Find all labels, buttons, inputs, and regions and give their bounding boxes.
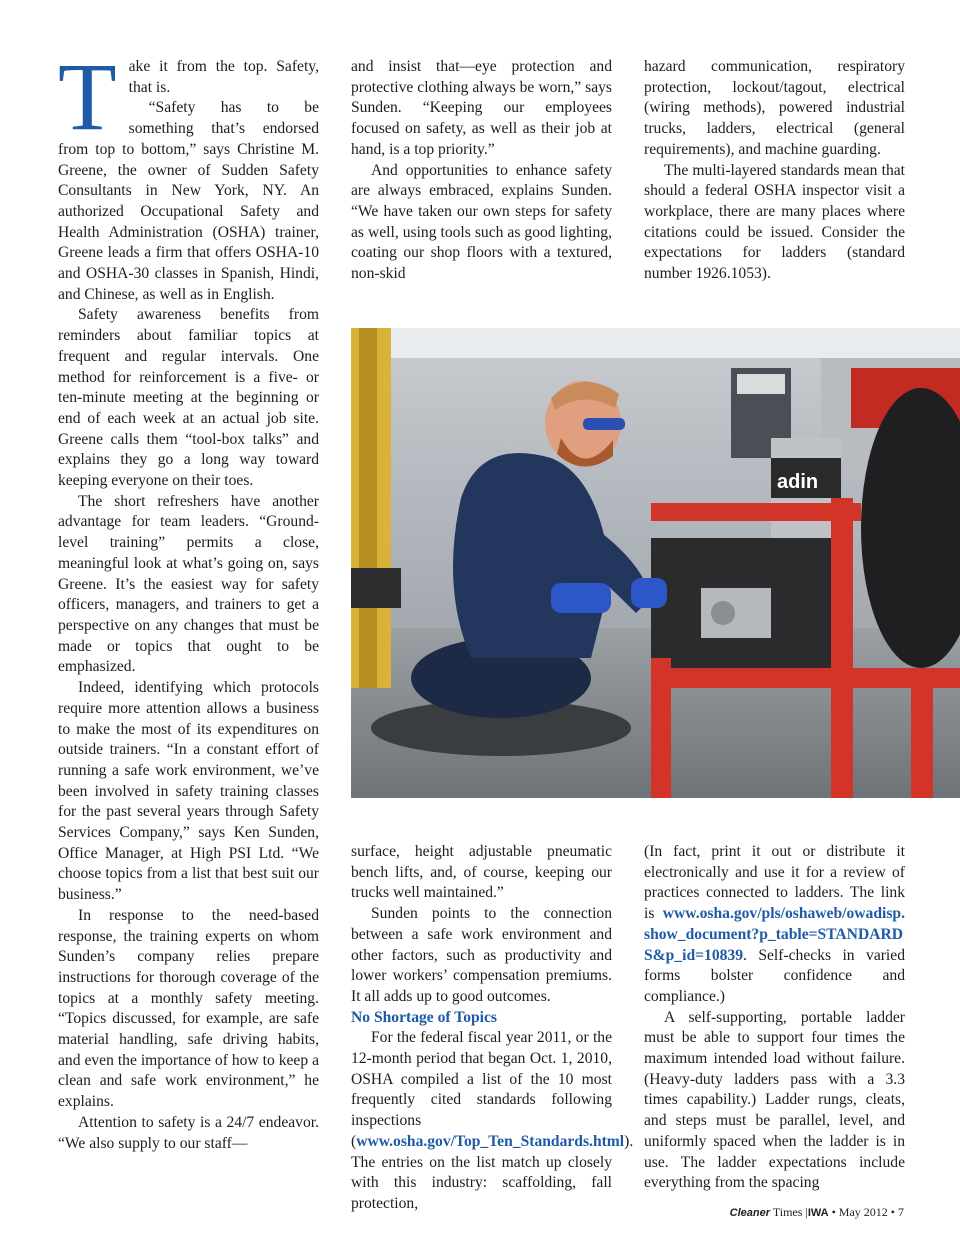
publication-iwa: IWA bbox=[807, 1207, 829, 1219]
osha-top-ten-link[interactable]: www.osha.gov/Top_Ten_Standards.html bbox=[356, 1132, 625, 1150]
article-paragraph: and insist that—eye protection and protective clothing always be worn,” says Sunden. “Keeping our employees focused on safety, as well as their job at hand, is a top priority.” bbox=[351, 58, 612, 158]
page-number: 7 bbox=[898, 1205, 904, 1219]
article-column-3-top bbox=[644, 57, 905, 285]
article-paragraph: The short refreshers have another advantage for team leaders. “Ground-level training” permits a close, meaningful look at what’s going on, says Greene. It’s the easiest way for safety officers, managers, and trainers to get a perspective on any changes that must be made or topics that ought to be emphasized. bbox=[58, 492, 319, 676]
article-paragraph: For the federal fiscal year 2011, or the 12-month period that began Oct. 1, 2010, OSHA compiled a list of the 10 most frequently cited standards following inspections (www.osha.gov/Top_Ten_Standards.html). The entries on the list match up closely with this industry: scaffolding, fall protection, bbox=[351, 1029, 634, 1212]
article-column-2-bottom bbox=[351, 842, 634, 1215]
article-column-2-top bbox=[351, 57, 612, 285]
publication-name-suffix: Times bbox=[772, 1205, 803, 1219]
article-paragraph: (In fact, print it out or distribute it electronically and use it for a review of practices connected to ladders. The link is www.osha.gov/pls/oshaweb/owadisp.show_document?p_table=STANDARDS&p_id=10839. Self-checks in varied forms bolster confidence and compliance.) bbox=[644, 843, 905, 1005]
footer-bullet: • bbox=[831, 1205, 836, 1219]
worker-repairing-pressure-washer-photo bbox=[351, 328, 960, 798]
section-subhead: No Shortage of Topics bbox=[351, 1008, 497, 1026]
article-paragraph: In response to the need-based response, the training experts on whom Sunden’s company relies prepare instructions for thorough coverage of the topics at a monthly safety meeting. “Topics discussed, for example, are safe material handling, safe driving habits, and even the importance of how to keep a clean and safe work environment,” he explains. bbox=[58, 906, 319, 1111]
article-paragraph: The multi-layered standards mean that should a federal OSHA inspector visit a workplace, there are many places where citations could be issued. Consider the expectations for ladders (standard number 1926.1053). bbox=[644, 161, 905, 283]
article-paragraph: Attention to safety is a 24/7 endeavor. “We also supply to our staff— bbox=[58, 1113, 319, 1152]
article-paragraph: A self-supporting, portable ladder must be able to support four times the maximum intended load without failure. (Heavy-duty ladders pass with a 3.3 times capability.) Ladder rungs, cleats, and steps must be parallel, level, and uniformly spaced when the ladder is in use. The ladder expectations include everything from the spacing bbox=[644, 1008, 905, 1192]
article-paragraph: Indeed, identifying which protocols require more attention allows a business to make the most of its expenditures on outside trainers. “In a constant effort of running a safe work environment, we’ve been involved in safety training classes for the past several years through Safety Services Company,” says Ken Sunden, Office Manager, at High PSI Ltd. “We choose topics from a list that best suit our business.” bbox=[58, 679, 319, 904]
article-photo bbox=[351, 328, 960, 798]
article-paragraph: And opportunities to enhance safety are always embraced, explains Sunden. “We have taken our own steps for safety as well, using tools such as good lighting, coating our shop floors with a textured, non-skid bbox=[351, 161, 612, 283]
machine-brand-text: adin bbox=[777, 471, 819, 493]
footer-bullet: • bbox=[890, 1205, 895, 1219]
page-footer bbox=[730, 1205, 904, 1220]
article-column-1 bbox=[58, 43, 319, 1154]
drop-cap: T bbox=[58, 43, 117, 150]
article-column-3-bottom bbox=[644, 842, 905, 1194]
article-paragraph: “Safety has to be something that’s endorsed from top to bottom,” says Christine M. Greene, the owner of Sudden Safety Consultants in New York, NY. An authorized Occupational Safety and Health Administration (OSHA) trainer, Greene leads a firm that offers OSHA-10 and OSHA-30 classes in Spanish, Hindi, and Chinese, as well as in English. bbox=[58, 99, 319, 303]
footer-separator: | bbox=[805, 1205, 808, 1219]
article-paragraph: surface, height adjustable pneumatic bench lifts, and, of course, keeping our trucks well maintained.” bbox=[351, 843, 612, 902]
article-paragraph: Safety awareness benefits from reminders about familiar topics at frequent and regular intervals. One method for reinforcement is a five- or ten-minute meeting at the beginning or end of each week at an actual job site. Greene calls them “tool-box talks” and explains they go a long way toward keeping everyone on their toes. bbox=[58, 306, 319, 490]
issue-date: May 2012 bbox=[838, 1205, 888, 1219]
publication-name: Cleaner bbox=[729, 1207, 771, 1219]
article-paragraph: Sunden points to the connection between a safe work environment and other factors, such as productivity and lower workers’ compensation premiums. It all adds up to good outcomes. bbox=[351, 905, 612, 1005]
article-paragraph: hazard communication, respiratory protection, lockout/tagout, electrical (wiring methods), powered industrial trucks, ladders, electrical (general requirements), and machine guarding. bbox=[644, 58, 905, 158]
osha-ladder-standard-link[interactable]: www.osha.gov/pls/oshaweb/owadisp.show_document?p_table=STANDARDS&p_id=10839 bbox=[644, 905, 905, 964]
article-lead-paragraph: Take it from the top. Safety, that is. bbox=[58, 43, 319, 150]
